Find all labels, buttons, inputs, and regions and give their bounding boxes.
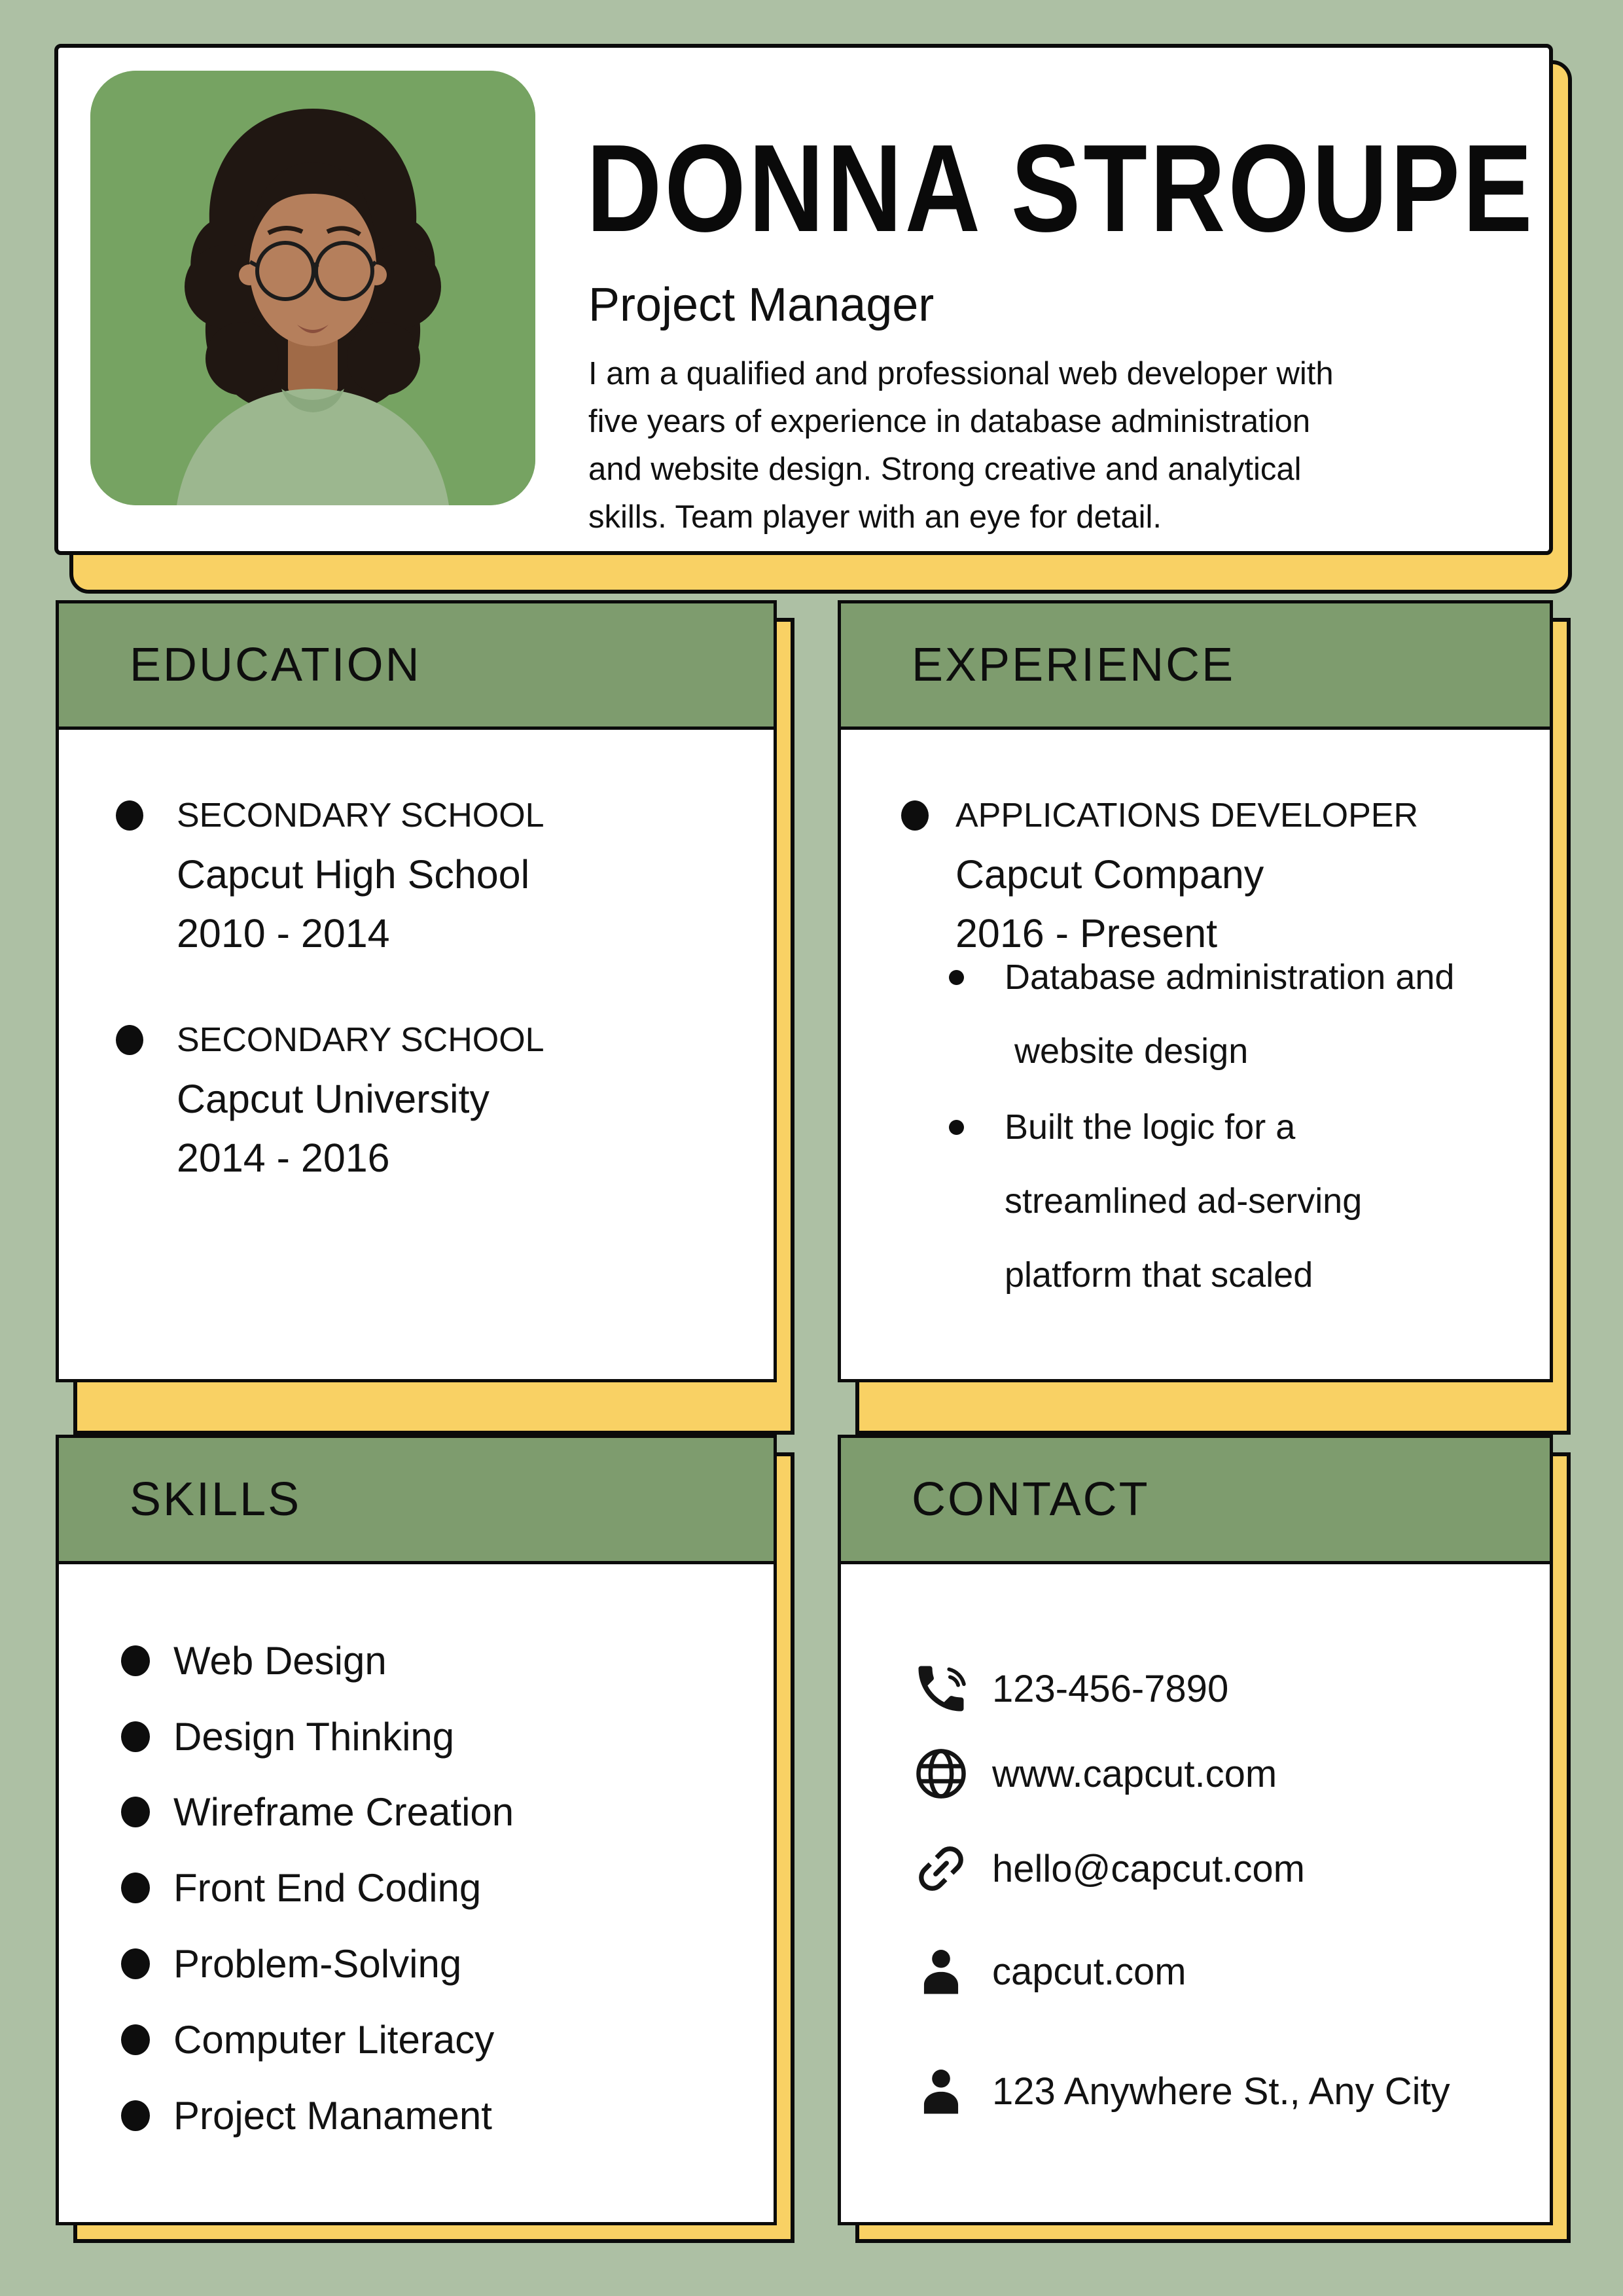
skills-title: SKILLS — [130, 1473, 302, 1526]
bullet-icon — [121, 1645, 150, 1676]
skill-label: Computer Literacy — [173, 2017, 495, 2062]
years-label: 2016 - Present — [955, 911, 1218, 956]
summary-line: skills. Team player with an eye for detail. — [588, 499, 1162, 535]
skill-item — [59, 2001, 494, 2077]
experience-sub-bullet — [841, 1090, 1550, 1312]
name-heading: DONNA STROUPE — [586, 119, 1535, 258]
contact-item-address — [841, 2058, 1450, 2124]
header-card — [54, 44, 1553, 555]
experience-header — [838, 600, 1553, 730]
years-label: 2014 - 2016 — [177, 1136, 390, 1180]
address-value: 123 Anywhere St., Any City — [992, 2070, 1450, 2113]
sub-bullet-icon — [949, 1120, 964, 1135]
globe-icon — [910, 1742, 972, 1805]
education-item — [59, 786, 774, 963]
contact-section — [838, 1435, 1553, 2225]
person-icon — [910, 2060, 972, 2123]
bullet-icon — [901, 800, 929, 831]
education-section — [56, 600, 777, 1382]
skills-section — [56, 1435, 777, 2225]
experience-section — [838, 600, 1553, 1382]
education-item — [59, 1011, 774, 1187]
contact-item-username — [841, 1939, 1186, 2004]
sub-bullet-line: platform that scaled — [1005, 1255, 1313, 1295]
bullet-icon — [121, 1873, 150, 1903]
skill-item — [59, 1850, 481, 1926]
summary-line: I am a qualified and professional web developer with — [588, 356, 1334, 391]
portrait-illustration — [90, 71, 535, 505]
bullet-icon — [121, 2024, 150, 2055]
school-label: Capcut University — [177, 1077, 490, 1121]
phone-value: 123-456-7890 — [992, 1667, 1229, 1710]
skills-body — [56, 1564, 777, 2225]
website-value: www.capcut.com — [992, 1752, 1277, 1795]
experience-title: EXPERIENCE — [912, 639, 1236, 691]
skill-label: Front End Coding — [173, 1865, 482, 1910]
contact-item-phone — [841, 1656, 1228, 1721]
contact-body — [838, 1564, 1553, 2225]
skill-label: Design Thinking — [173, 1714, 455, 1759]
summary-line: five years of experience in database administration — [588, 404, 1311, 439]
profile-photo — [90, 71, 535, 505]
skill-item — [59, 1774, 514, 1850]
skill-item — [59, 1623, 387, 1698]
link-icon — [910, 1837, 972, 1900]
skill-label: Project Manament — [173, 2093, 492, 2138]
bullet-icon — [121, 1797, 150, 1827]
skill-item — [59, 1698, 454, 1774]
sub-bullet-line: streamlined ad-serving — [1005, 1181, 1363, 1221]
summary-text — [588, 350, 1570, 541]
person-icon — [910, 1940, 972, 2003]
bullet-icon — [121, 1721, 150, 1752]
skill-item — [59, 2077, 492, 2153]
sub-bullet-line: Database administration and — [1005, 958, 1455, 997]
skill-label: Problem-Solving — [173, 1941, 462, 1986]
skill-label: Web Design — [173, 1638, 387, 1683]
education-body — [56, 730, 777, 1382]
bullet-icon — [116, 1025, 143, 1055]
bullet-icon — [121, 1948, 150, 1979]
contact-item-email — [841, 1836, 1305, 1901]
bullet-icon — [121, 2100, 150, 2131]
skill-item — [59, 1926, 461, 2001]
contact-item-website — [841, 1741, 1277, 1806]
sub-bullet-line: Built the logic for a — [1005, 1107, 1296, 1147]
school-label: Capcut High School — [177, 852, 530, 897]
skills-header — [56, 1435, 777, 1564]
experience-body — [838, 730, 1553, 1382]
sub-bullet-icon — [949, 970, 964, 985]
company-label: Capcut Company — [955, 852, 1264, 897]
skill-label: Wireframe Creation — [173, 1789, 514, 1834]
contact-header — [838, 1435, 1553, 1564]
education-header — [56, 600, 777, 730]
username-value: capcut.com — [992, 1950, 1186, 1993]
degree-label: SECONDARY SCHOOL — [177, 797, 544, 834]
education-title: EDUCATION — [130, 639, 421, 691]
phone-icon — [910, 1657, 972, 1720]
degree-label: SECONDARY SCHOOL — [177, 1021, 544, 1059]
contact-title: CONTACT — [912, 1473, 1150, 1526]
experience-item — [841, 786, 1550, 963]
years-label: 2010 - 2014 — [177, 911, 390, 956]
role-subtitle: Project Manager — [588, 279, 935, 331]
sub-bullet-line: website design — [1014, 1031, 1249, 1071]
bullet-icon — [116, 800, 143, 831]
summary-line: and website design. Strong creative and analytical — [588, 452, 1302, 487]
experience-sub-bullet — [841, 941, 1550, 1088]
job-title-label: APPLICATIONS DEVELOPER — [955, 797, 1419, 834]
email-value: hello@capcut.com — [992, 1847, 1305, 1890]
